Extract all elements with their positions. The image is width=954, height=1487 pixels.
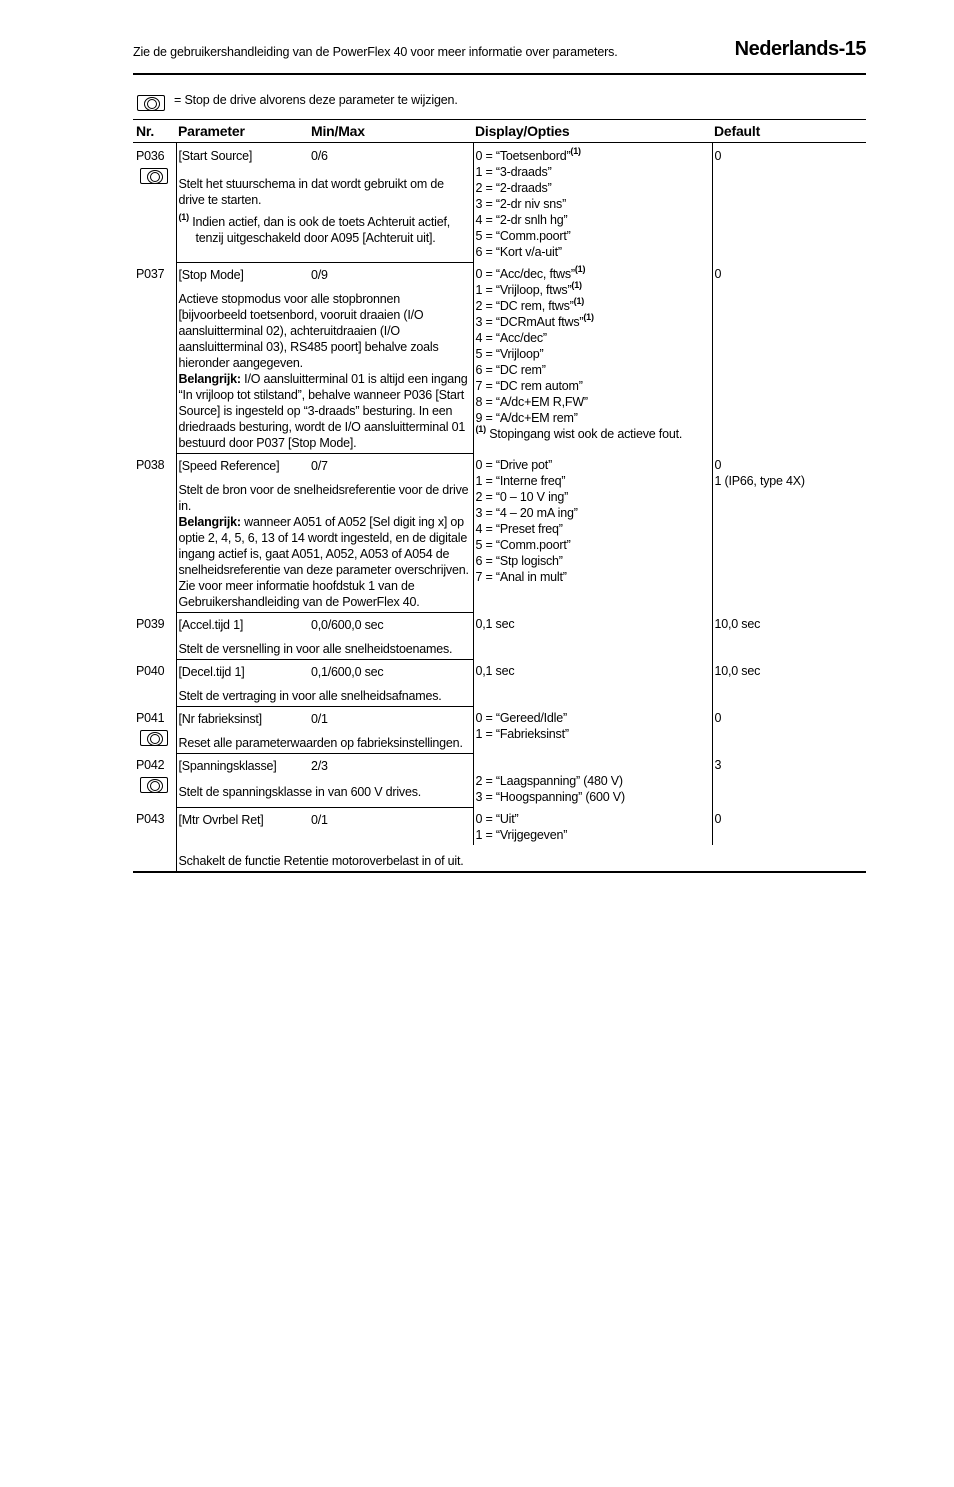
param-minmax: 0,0/600,0 sec	[311, 617, 384, 632]
param-minmax: 0/6	[311, 149, 328, 163]
param-minmax: 0/1	[311, 812, 328, 827]
table-row-p042	[133, 753, 866, 780]
param-nr: P041	[133, 706, 176, 753]
param-description: Reset alle parameterwaarden op fabrieksinstellingen.	[176, 729, 473, 754]
param-name: [Nr fabrieksinst]	[176, 706, 309, 729]
param-name: [Decel.tijd 1]	[176, 659, 309, 682]
stop-drive-icon	[140, 730, 168, 746]
param-default: 0	[712, 706, 866, 753]
header-nr: Nr.	[133, 120, 176, 143]
param-options: 0 = “Acc/dec, ftws”$^{(1)}$ 1 = “Vrijloop, ftws”$^{(1)}$ 2 = “DC rem, ftws”$^{(1)}$ 3 = “DCRmAut ftws”$^{(1)}$ 4 = “Acc/dec” 5 = “Vrijloop” 6 = “DC rem” 7 = “DC rem autom” 8 = “A/dc+EM R,FW” 9 = “A/dc+EM rem” $^{(1)}$ Stopingang wist ook de actieve fout.	[473, 262, 712, 453]
param-nr: P042	[133, 753, 176, 807]
param-minmax: 0,1/600,0 sec	[311, 664, 384, 679]
legend-text: = Stop de drive alvorens deze parameter te wijzigen.	[174, 93, 458, 107]
header-parameter: Parameter	[176, 120, 309, 143]
param-description: Stelt de bron voor de snelheidsreferentie voor de drive in. Belangrijk: wanneer A051 of A052 [Sel digit ing x] op optie 2, 4, 5, 6, 13 of 14 wordt ingesteld, en de digitale ingang actief is, gaat A051, A052, A053 of A054 de snelheidsreferentie van deze parameter overschrijven. Zie voor meer informatie hoofdstuk 1 van de Gebruikershandleiding van de PowerFlex 40.	[176, 476, 473, 613]
param-name: [Accel.tijd 1]	[176, 612, 309, 635]
header-rule	[133, 73, 866, 75]
header-display: Display/Opties	[473, 120, 712, 143]
param-minmax: 0/9	[311, 267, 328, 282]
stop-drive-icon	[137, 95, 165, 111]
param-options: 0 = “Uit” 1 = “Vrijgegeven”	[473, 807, 712, 845]
param-description: Stelt de spanningsklasse in van 600 V drives.	[176, 780, 473, 807]
param-minmax: 2/3	[311, 758, 328, 773]
param-options: 0 = “Drive pot” 1 = “Interne freq” 2 = “0 – 10 V ing” 3 = “4 – 20 mA ing” 4 = “Preset freq” 5 = “Comm.poort” 6 = “Stp logisch” 7 = “Anal in mult”	[473, 453, 712, 612]
param-name: [Mtr Ovrbel Ret]	[176, 807, 309, 845]
table-row-p036	[133, 143, 866, 171]
table-row-p043	[133, 807, 866, 845]
table-row-p040	[133, 659, 866, 682]
page-number: Nederlands-15	[734, 38, 866, 60]
param-description: Actieve stopmodus voor alle stopbronnen [bijvoorbeeld toetsenbord, vooruit draaien (I/O aansluitterminal 02), achteruitdraaien (I/O aansluitterminal 03), RS485 poort] behalve zoals hieronder aangegeven. Belangrijk: I/O aansluitterminal 01 is altijd een ingang “In vrijloop tot stilstand”, behalve wanneer P036 [Start Source] is ingesteld op “3-draads” besturing. In een driedraads besturing, wordt de I/O aansluitterminal 01 bestuurd door P037 [Stop Mode].	[176, 285, 473, 454]
param-nr: P036	[133, 143, 176, 263]
stop-drive-icon	[140, 168, 168, 184]
param-name: [Stop Mode]	[176, 262, 309, 285]
parameter-table	[133, 119, 866, 873]
param-name: [Speed Reference]	[176, 453, 309, 476]
param-name: [Start Source]	[176, 143, 309, 171]
table-row-p038	[133, 453, 866, 476]
param-description: Stelt het stuurschema in dat wordt gebruikt om de drive te starten. $^{(1)}$ Indien actief, dan is ook de toets Achteruit actief, tenzij uitgeschakeld door A095 [Achteruit uit].	[176, 170, 473, 262]
param-description: Stelt de versnelling in voor alle snelheidstoenames.	[176, 635, 473, 660]
param-default: 0	[712, 262, 866, 453]
param-nr: P038	[136, 458, 165, 472]
param-description: Stelt de vertraging in voor alle snelheidsafnames.	[176, 682, 473, 707]
param-default: 10,0 sec	[712, 612, 866, 659]
header-note: Zie de gebruikershandleiding van de PowerFlex 40 voor meer informatie over parameters.	[133, 45, 618, 59]
param-description: Schakelt de functie Retentie motoroverbelast in of uit.	[176, 845, 866, 872]
param-minmax: 0/1	[311, 711, 328, 726]
param-options: 0 = “Toetsenbord”$^{(1)}$ 1 = “3-draads” 2 = “2-draads” 3 = “2-dr niv sns” 4 = “2-dr snlh hg” 5 = “Comm.poort” 6 = “Kort v/a-uit”	[473, 143, 712, 263]
param-display: 0,1 sec	[473, 659, 712, 706]
stop-drive-icon	[140, 777, 168, 793]
param-name: [Spanningsklasse]	[176, 753, 309, 780]
page-header	[133, 36, 866, 74]
param-display: 0,1 sec	[473, 612, 712, 659]
param-nr: P039	[136, 617, 165, 631]
param-default: 0	[712, 143, 866, 263]
param-default: 10,0 sec	[712, 659, 866, 706]
header-minmax: Min/Max	[309, 120, 473, 143]
table-row-p039	[133, 612, 866, 635]
param-options: 0 = “Gereed/Idle” 1 = “Fabrieksinst”	[473, 706, 712, 753]
table-header-row	[133, 120, 866, 143]
table-row-p041	[133, 706, 866, 729]
table-row-p037	[133, 262, 866, 285]
param-nr: P037	[136, 267, 165, 281]
param-nr: P040	[136, 664, 165, 678]
table-row-p043-desc	[133, 845, 866, 872]
param-nr: P043	[136, 812, 165, 826]
param-default: 3	[712, 753, 866, 807]
param-minmax: 0/7	[311, 458, 328, 473]
param-options: 2 = “Laagspanning” (480 V) 3 = “Hoogspanning” (600 V)	[473, 753, 712, 807]
header-default: Default	[712, 120, 866, 143]
param-default: 0 1 (IP66, type 4X)	[712, 453, 866, 612]
param-default: 0	[712, 807, 866, 845]
